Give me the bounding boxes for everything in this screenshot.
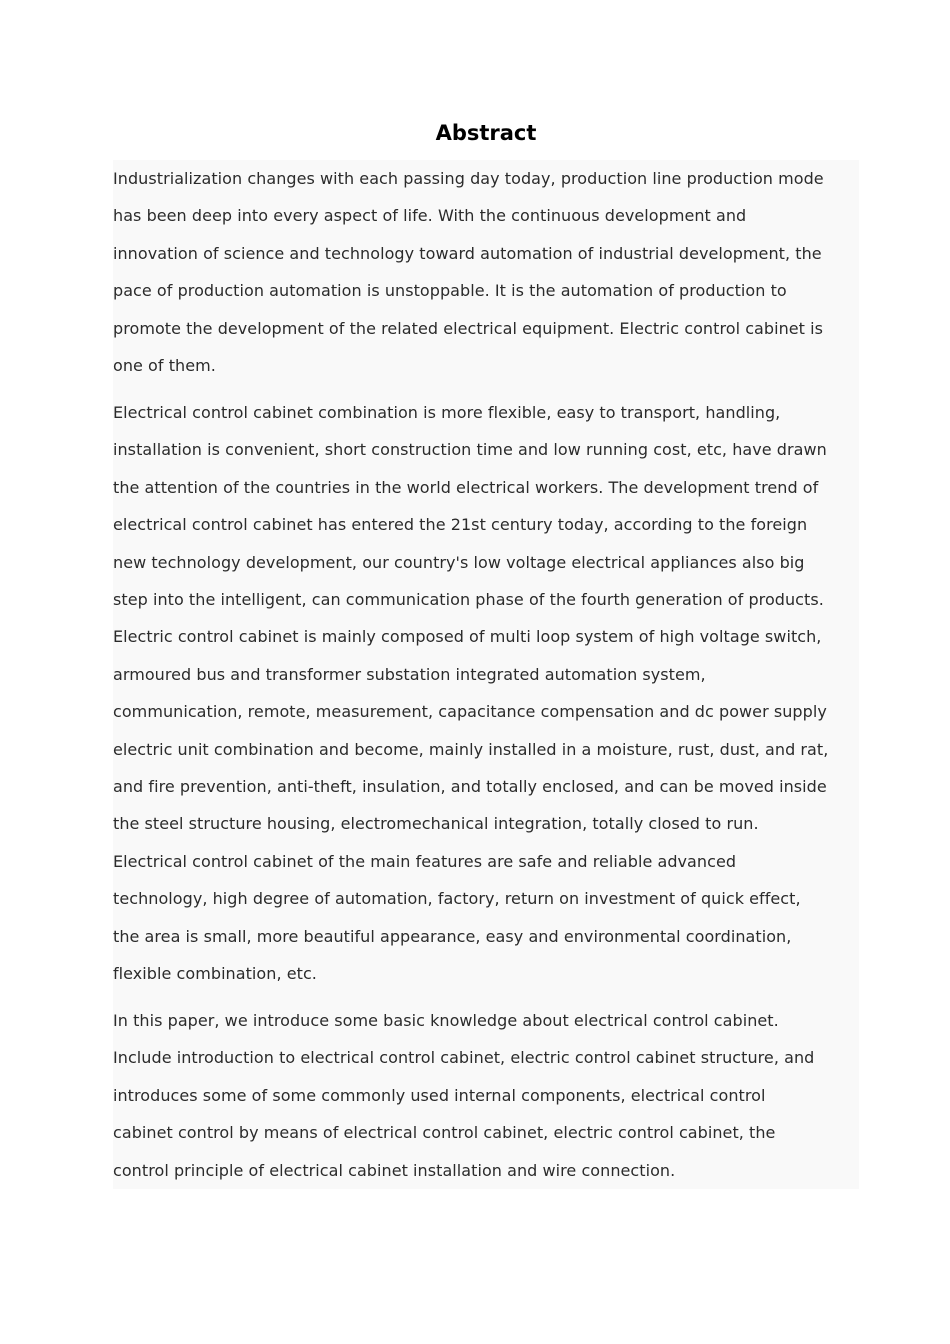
abstract-paragraph-2: Electrical control cabinet combination is more flexible, easy to transport, handling, installation is convenient, short construction time and low running cost, etc, have drawn the attention of the countries in the world electrical workers. The development trend of electrical control cabinet has entered the 21st century today, according to the foreign new technology development, our country's low voltage electrical appliances also big step into the intelligent, can communication phase of the fourth generation of products. Electric control cabinet is mainly composed of multi loop system of high voltage switch, armoured bus and transformer substation integrated automation system, communication, remote, measurement, capacitance compensation and dc power supply electric unit combination and become, mainly installed in a moisture, rust, dust, and rat, and fire prevention, anti-theft, insulation, and totally enclosed, and can be moved inside the steel structure housing, electromechanical integration, totally closed to run. Electrical control cabinet of the main features are safe and reliable advanced technology, high degree of automation, factory, return on investment of quick effect, the area is small, more beautiful appearance, easy and environmental coordination, flexible combination, etc. [113,402,829,984]
abstract-body [113,160,859,1189]
abstract-paragraph-1: Industrialization changes with each passing day today, production line production mode has been deep into every aspect of life. With the continuous development and innovation of science and technology toward automation of industrial development, the pace of production automation is unstoppable. It is the automation of production to promote the development of the related electrical equipment. Electric control cabinet is one of them. [113,169,824,376]
abstract-paragraph-3: In this paper, we introduce some basic knowledge about electrical control cabinet. Include introduction to electrical control cabinet, electric control cabinet structure, and introduces some of some commonly used internal components, electrical control cabinet control by means of electrical control cabinet, electric control cabinet, the control principle of electrical cabinet installation and wire connection. [113,1010,815,1180]
page-title: Abstract [435,121,537,145]
